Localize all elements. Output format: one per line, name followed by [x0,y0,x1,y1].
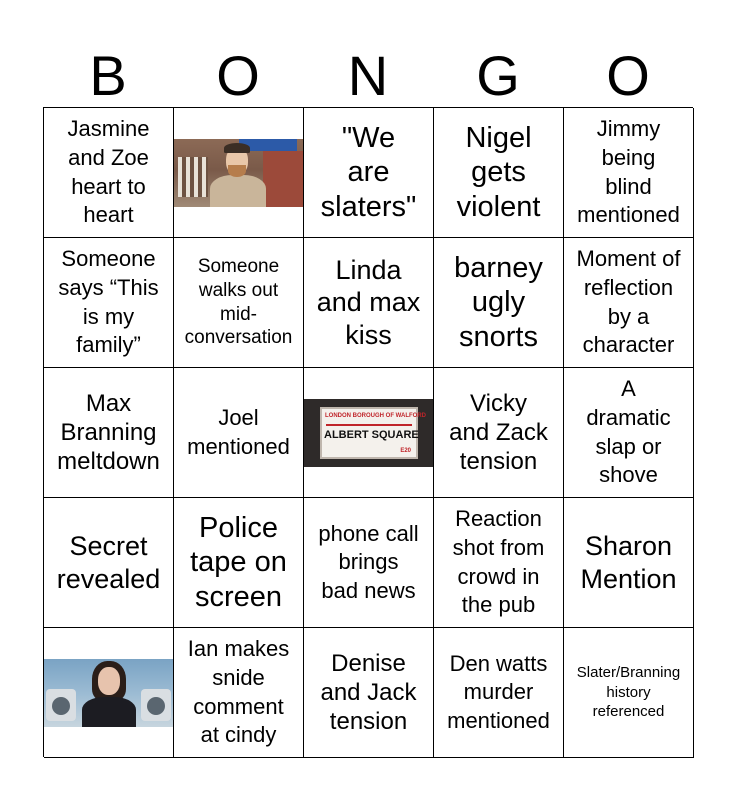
cell-label: "We are slaters" [320,122,417,223]
albert-square-sign-photo [304,399,433,467]
cell-label: A dramatic slap or shove [586,376,671,488]
bingo-cell[interactable] [174,368,304,498]
bingo-cell[interactable] [434,498,564,628]
bingo-cell[interactable] [304,238,434,368]
bingo-cell[interactable] [434,238,564,368]
header-letter-b: B [89,44,127,107]
bingo-header [43,44,693,108]
cell-label: barney ugly snorts [454,252,543,353]
cell-label: Moment of reflection by a character [576,246,681,358]
bingo-cell[interactable] [44,238,174,368]
cell-label: Joel mentioned [187,404,290,459]
cell-label: Ian makes snide comment at cindy [187,636,290,748]
bingo-cell[interactable] [174,108,304,238]
cell-label: Someone walks out mid- conversation [184,256,293,349]
bingo-cell[interactable] [304,498,434,628]
bingo-cell[interactable] [44,368,174,498]
bingo-cell[interactable] [434,628,564,758]
bingo-cell[interactable] [174,628,304,758]
bingo-cell[interactable] [174,238,304,368]
sign-postcode-text: E20 [400,447,411,454]
bingo-cell[interactable] [304,368,434,498]
header-letter-g: G [476,44,520,107]
cell-label: Police tape on screen [190,512,287,613]
cell-label: Denise and Jack tension [320,649,417,736]
bingo-cell[interactable] [564,498,694,628]
bingo-cell[interactable] [44,628,174,758]
cell-label: Reaction shot from crowd in the pub [452,506,545,618]
woman-in-laundrette-photo [44,659,173,727]
bingo-card-grid [43,107,693,757]
cell-label: Someone says “This is my family” [58,246,159,358]
header-letter-o-2: O [606,44,650,107]
cell-label: Sharon Mention [580,531,677,594]
cell-label: phone call brings bad news [318,520,419,603]
header-letter-o: O [216,44,260,107]
cell-label: Den watts murder mentioned [447,650,550,733]
bingo-cell[interactable] [44,108,174,238]
bingo-cell[interactable] [174,498,304,628]
cell-label: Vicky and Zack tension [449,389,548,476]
cell-label: Jasmine and Zoe heart to heart [67,116,150,228]
bingo-cell[interactable] [564,628,694,758]
bingo-cell[interactable] [44,498,174,628]
cell-label: Secret revealed [56,531,161,594]
cell-label: Nigel gets violent [456,122,541,223]
cell-label: Jimmy being blind mentioned [577,116,680,228]
cell-label: Linda and max kiss [316,254,421,350]
header-letter-n: N [347,44,389,107]
bingo-cell[interactable] [564,368,694,498]
bingo-cell[interactable] [304,108,434,238]
man-in-beanie-photo [174,139,303,207]
bingo-cell[interactable] [434,368,564,498]
cell-label: Max Branning meltdown [57,389,160,476]
bingo-cell[interactable] [564,108,694,238]
bingo-cell[interactable] [564,238,694,368]
sign-square-text: ALBERT SQUARE [324,428,419,441]
bingo-cell[interactable] [434,108,564,238]
bingo-cell[interactable] [304,628,434,758]
sign-borough-text: LONDON BOROUGH OF WALFORD [325,412,426,419]
cell-label: Slater/Branning history referenced [576,664,681,721]
